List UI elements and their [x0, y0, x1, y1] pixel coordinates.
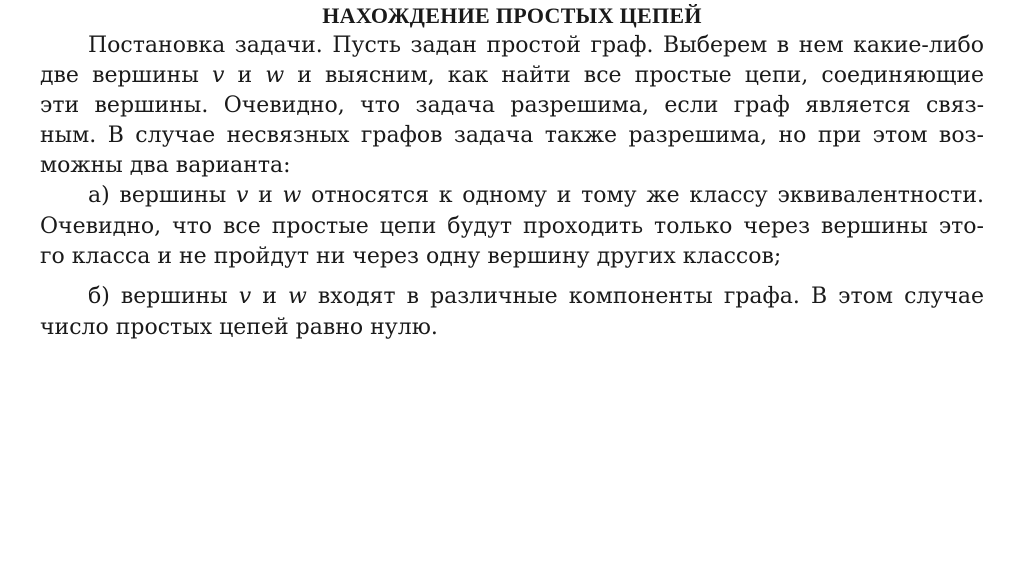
- vertex-v: v: [211, 63, 225, 88]
- vertex-w: w: [282, 183, 302, 208]
- vertex-v: v: [235, 183, 249, 208]
- paragraph-1-line-5: можны два варианта:: [40, 153, 291, 178]
- page-title: НАХОЖДЕНИЕ ПРОСТЫХ ЦЕПЕЙ: [322, 3, 702, 28]
- vertex-v: v: [238, 284, 252, 309]
- case-a-line-3: го класса и не пройдут ни через одну вершину других классов;: [40, 244, 782, 269]
- vertex-w: w: [288, 284, 307, 309]
- paragraph-1-line-1: Постановка задачи. Пусть задан простой граф. Выберем в нем какие-либо: [88, 33, 984, 58]
- case-a-line-1: а) вершины v и w относятся к одному и тому же классу эквивалентности.: [88, 183, 984, 208]
- paragraph-1-line-2: две вершины v и w и выясним, как найти все простые цепи, соединяющие: [40, 63, 985, 88]
- paragraph-1-line-3: эти вершины. Очевидно, что задача разрешима, если граф является связ-: [40, 93, 984, 118]
- case-b-line-1: б) вершины v и w входят в различные компоненты графа. В этом случае: [88, 284, 985, 309]
- case-b-line-2: число простых цепей равно нулю.: [40, 315, 438, 340]
- vertex-w: w: [265, 63, 285, 88]
- paragraph-1-line-4: ным. В случае несвязных графов задача также разрешима, но при этом воз-: [40, 123, 984, 148]
- case-a-line-2: Очевидно, что все простые цепи будут проходить только через вершины это-: [40, 214, 984, 239]
